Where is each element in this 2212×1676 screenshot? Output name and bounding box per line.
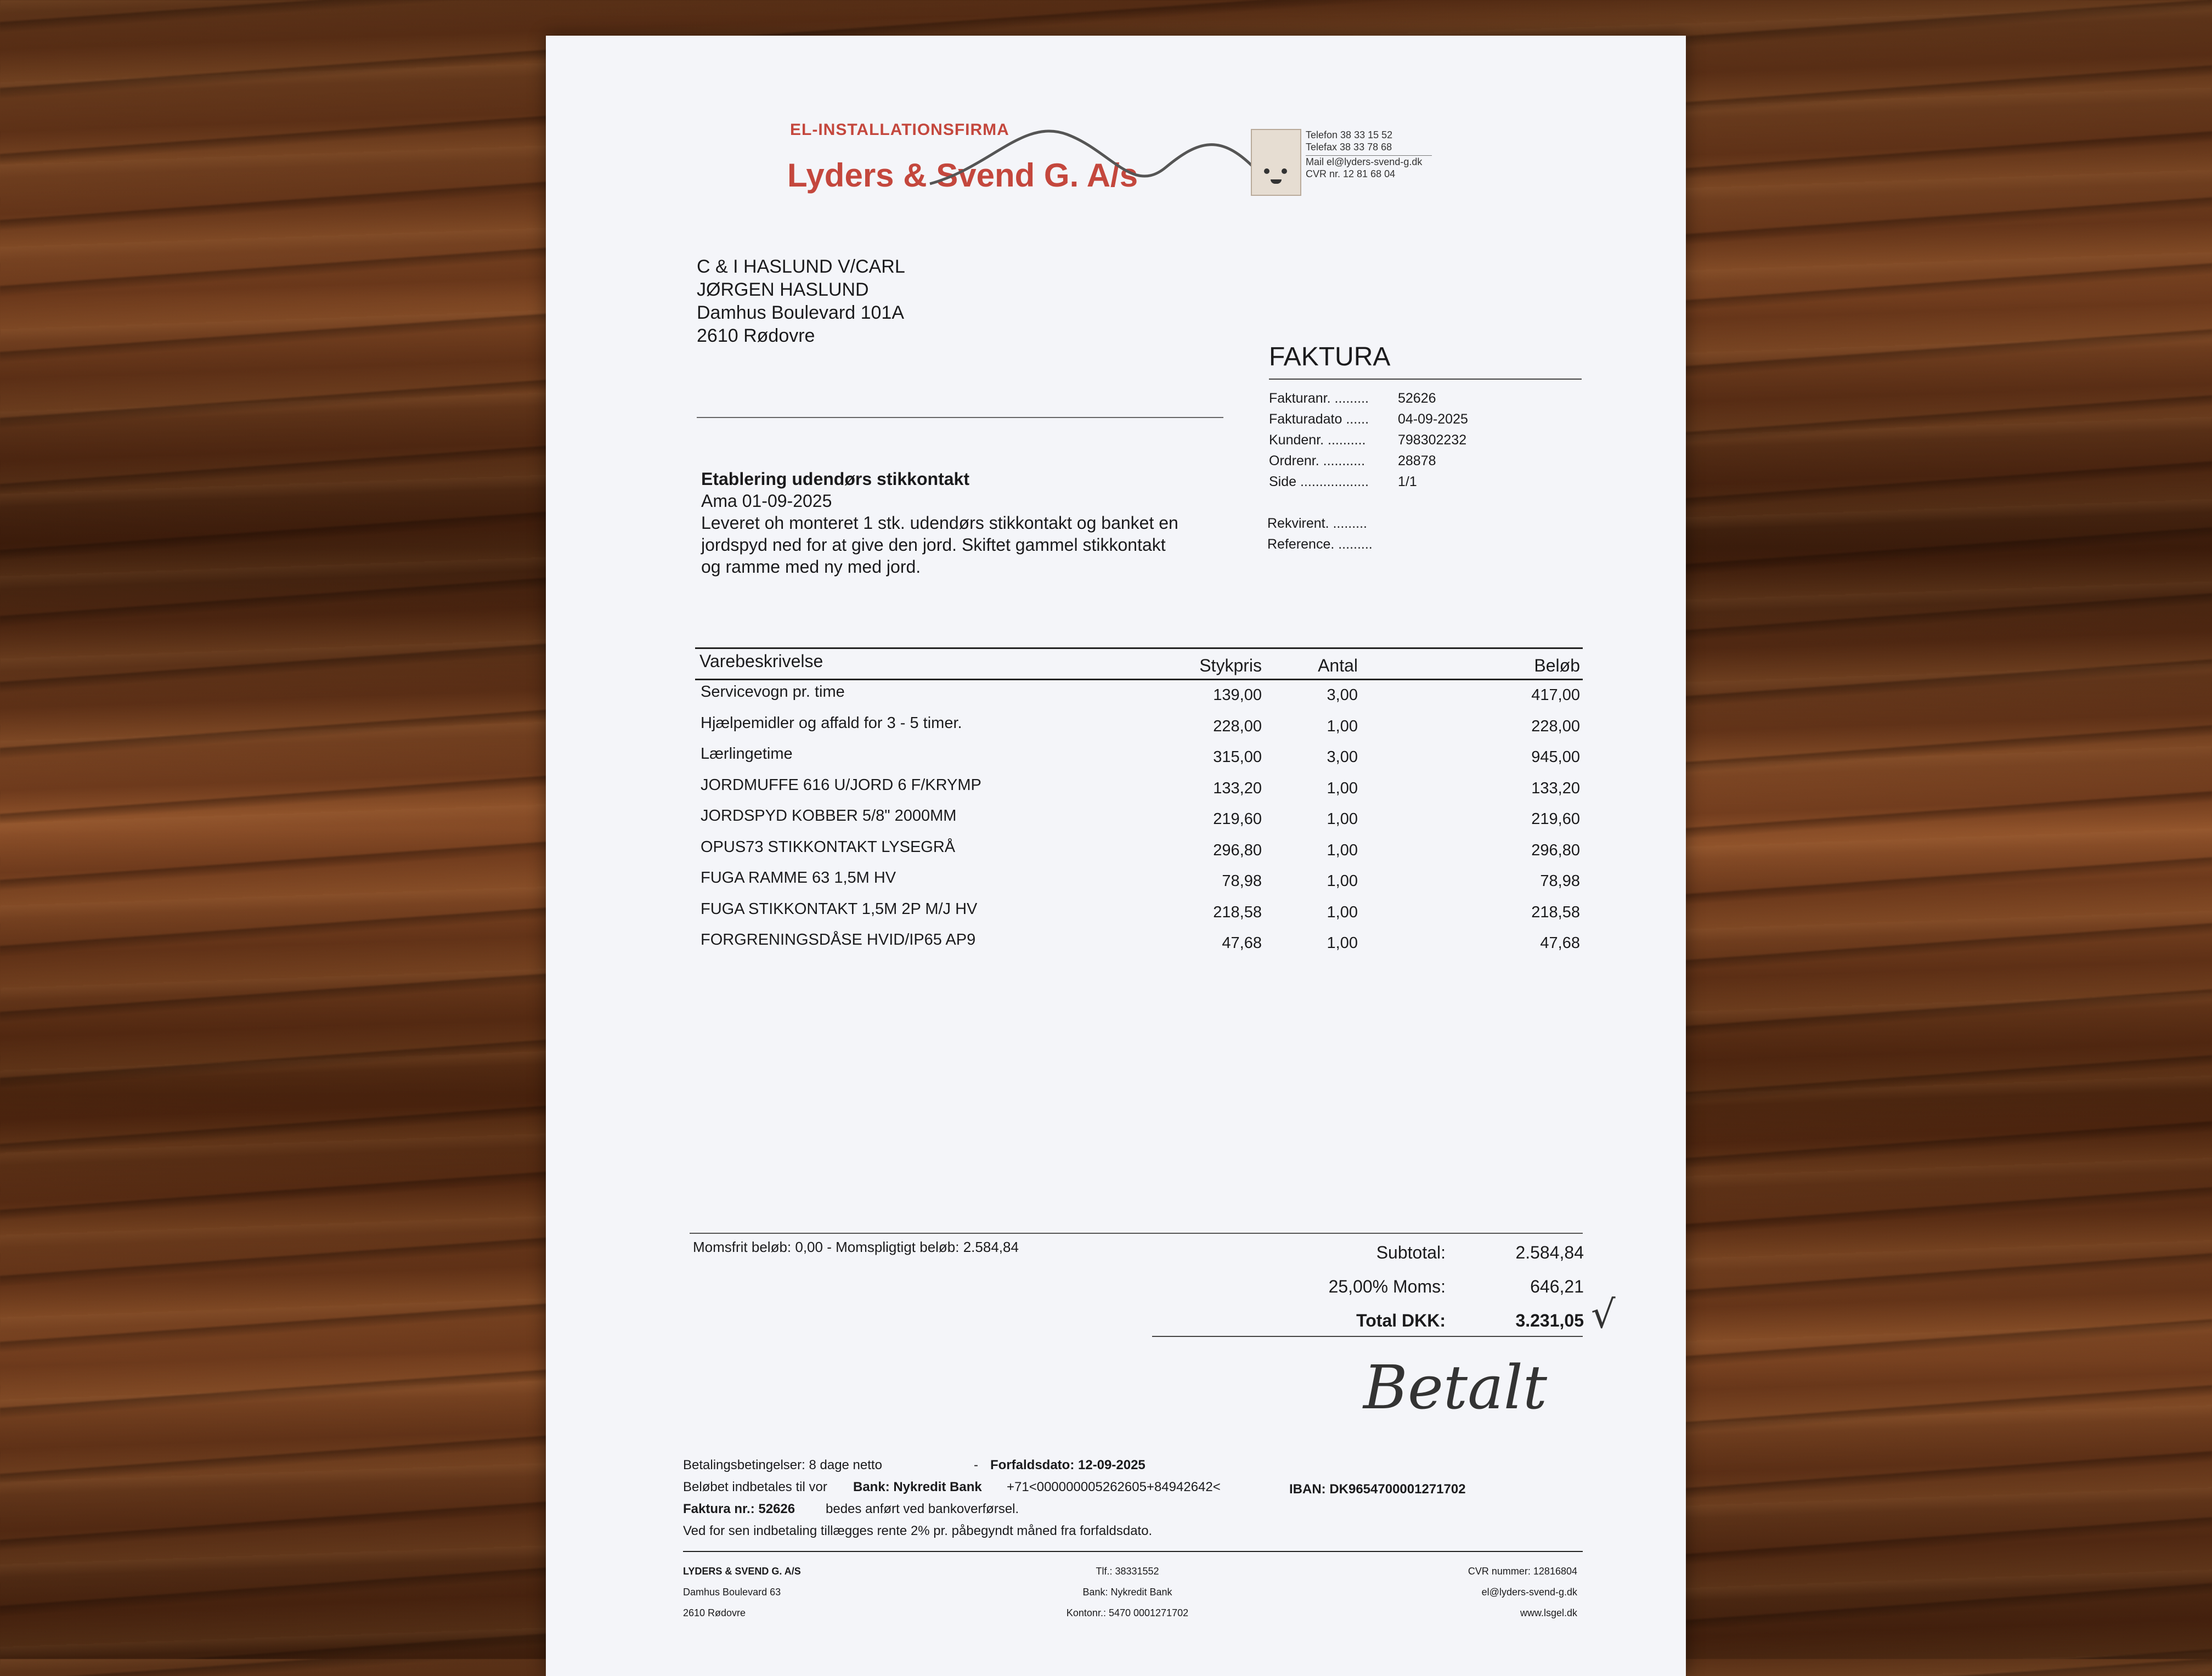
recipient-line: JØRGEN HASLUND [697, 279, 869, 300]
item-amount: 219,60 [1531, 810, 1580, 828]
plug-socket-icon [1251, 129, 1301, 196]
description-heading: Etablering udendørs stikkontakt [701, 469, 969, 489]
invoice-ref-text: bedes anført ved bankoverførsel. [826, 1502, 1019, 1516]
letterhead-subtitle: EL-INSTALLATIONSFIRMA [790, 121, 1009, 139]
col-header-amount: Beløb [1534, 656, 1580, 675]
item-amount: 417,00 [1531, 686, 1580, 704]
contact-phone: Telefon 38 33 15 52 [1306, 129, 1393, 140]
reference-label: Reference. ......... [1267, 537, 1373, 552]
meta-label: Side .................. [1269, 474, 1369, 489]
iban: IBAN: DK9654700001271702 [1289, 1482, 1466, 1497]
item-amount: 296,80 [1531, 841, 1580, 859]
description-line: og ramme med ny med jord. [701, 557, 921, 577]
item-description: FUGA STIKKONTAKT 1,5M 2P M/J HV [701, 900, 978, 918]
description-line: Ama 01-09-2025 [701, 491, 832, 511]
total-rule [1152, 1336, 1583, 1337]
item-unit-price: 218,58 [1213, 903, 1262, 921]
subtotal-value: 2.584,84 [1515, 1243, 1584, 1262]
col-header-quantity: Antal [1318, 656, 1358, 675]
footer-city: 2610 Rødovre [683, 1607, 746, 1618]
table-header-rule [695, 679, 1583, 680]
page-number: 1/1 [1398, 474, 1417, 489]
item-description: Hjælpemidler og affald for 3 - 5 timer. [701, 714, 962, 732]
bank-payment-code: +71<000000005262605+84942642< [1007, 1480, 1221, 1494]
footer-company: LYDERS & SVEND G. A/S [683, 1566, 801, 1577]
meta-label: Fakturadato ...... [1269, 411, 1369, 427]
description-line: Leveret oh monteret 1 stk. udendørs stikkontakt og banket en [701, 513, 1178, 533]
contact-mail: Mail el@lyders-svend-g.dk [1306, 156, 1423, 167]
item-unit-price: 219,60 [1213, 810, 1262, 828]
item-unit-price: 133,20 [1213, 779, 1262, 797]
meta-label: Ordrenr. ........... [1269, 453, 1365, 469]
payment-dash: - [974, 1458, 978, 1472]
bank-prefix: Beløbet indbetales til vor [683, 1480, 827, 1494]
item-description: JORDSPYD KOBBER 5/8" 2000MM [701, 807, 957, 825]
company-logo-text: Lyders & Svend G. A/s [787, 157, 1138, 194]
item-description: Servicevogn pr. time [701, 683, 845, 701]
vat-note: Momsfrit beløb: 0,00 - Momspligtigt beløb: 2.584,84 [693, 1239, 1019, 1255]
invoice-ref-label: Faktura nr.: 52626 [683, 1502, 795, 1516]
vat-value: 646,21 [1530, 1277, 1584, 1296]
payment-terms: Betalingsbetingelser: 8 dage netto [683, 1458, 882, 1472]
recipient-address [697, 255, 905, 347]
footer-phone: Tlf.: 38331552 [1096, 1566, 1159, 1577]
item-quantity: 1,00 [1327, 903, 1358, 921]
contact-cvr: CVR nr. 12 81 68 04 [1306, 168, 1396, 179]
footer-cvr: CVR nummer: 12816804 [1468, 1566, 1577, 1577]
col-header-unit-price: Stykpris [1199, 656, 1262, 675]
footer-rule [683, 1551, 1583, 1552]
invoice-refs [1267, 513, 1373, 555]
item-quantity: 1,00 [1327, 779, 1358, 797]
item-unit-price: 228,00 [1213, 717, 1262, 735]
job-description [701, 468, 1178, 578]
invoice-title: FAKTURA [1269, 342, 1391, 371]
check-mark: √ [1591, 1292, 1616, 1337]
due-date: Forfaldsdato: 12-09-2025 [990, 1458, 1146, 1472]
table-top-rule [695, 647, 1583, 649]
totals-top-rule [690, 1233, 1583, 1234]
bank-name: Bank: Nykredit Bank [853, 1480, 982, 1494]
item-description: FUGA RAMME 63 1,5M HV [701, 869, 896, 887]
letterhead-contact [1306, 129, 1432, 180]
meta-label: Fakturanr. ......... [1269, 391, 1369, 406]
item-unit-price: 139,00 [1213, 686, 1262, 704]
recipient-line: C & I HASLUND V/CARL [697, 256, 905, 277]
item-amount: 133,20 [1531, 779, 1580, 797]
item-quantity: 3,00 [1327, 686, 1358, 704]
item-description: FORGRENINGSDÅSE HVID/IP65 AP9 [701, 931, 976, 949]
col-header-description: Varebeskrivelse [699, 651, 823, 671]
footer-center [1037, 1561, 1218, 1623]
item-unit-price: 78,98 [1222, 872, 1262, 890]
item-description: OPUS73 STIKKONTAKT LYSEGRÅ [701, 838, 956, 856]
requisitioner-label: Rekvirent. ......... [1267, 516, 1367, 531]
footer-left [683, 1561, 801, 1623]
item-amount: 945,00 [1531, 748, 1580, 766]
item-quantity: 1,00 [1327, 934, 1358, 952]
address-divider [697, 417, 1223, 418]
item-unit-price: 315,00 [1213, 748, 1262, 766]
footer-street: Damhus Boulevard 63 [683, 1587, 781, 1598]
item-quantity: 1,00 [1327, 872, 1358, 890]
item-amount: 78,98 [1540, 872, 1580, 890]
recipient-line: Damhus Boulevard 101A [697, 302, 905, 323]
description-line: jordspyd ned for at give den jord. Skiftet gammel stikkontakt [701, 535, 1166, 555]
item-quantity: 1,00 [1327, 717, 1358, 735]
item-amount: 47,68 [1540, 934, 1580, 952]
footer-right [1402, 1561, 1577, 1623]
invoice-meta-values [1398, 388, 1468, 492]
item-description: Lærlingetime [701, 745, 793, 763]
order-number: 28878 [1398, 453, 1436, 469]
total-label: Total DKK: [1356, 1311, 1446, 1330]
recipient-line: 2610 Rødovre [697, 325, 815, 346]
customer-number: 798302232 [1398, 432, 1467, 448]
cord-icon [924, 101, 1265, 211]
title-divider [1269, 379, 1582, 380]
invoice-number: 52626 [1398, 391, 1436, 406]
footer-website: www.lsgel.dk [1520, 1607, 1577, 1618]
item-amount: 218,58 [1531, 903, 1580, 921]
item-quantity: 1,00 [1327, 810, 1358, 828]
item-unit-price: 47,68 [1222, 934, 1262, 952]
interest-note: Ved for sen indbetaling tillægges rente 2% pr. påbegyndt måned fra forfaldsdato. [683, 1523, 1153, 1538]
invoice-paper [546, 36, 1686, 1676]
vat-label: 25,00% Moms: [1328, 1277, 1446, 1296]
item-quantity: 3,00 [1327, 748, 1358, 766]
total-value: 3.231,05 [1515, 1311, 1584, 1330]
handwritten-paid-note: Betalt [1363, 1352, 1548, 1423]
meta-label: Kundenr. .......... [1269, 432, 1366, 448]
item-description: JORDMUFFE 616 U/JORD 6 F/KRYMP [701, 776, 981, 794]
item-quantity: 1,00 [1327, 841, 1358, 859]
footer-account: Kontonr.: 5470 0001271702 [1066, 1607, 1189, 1618]
item-amount: 228,00 [1531, 717, 1580, 735]
subtotal-label: Subtotal: [1376, 1243, 1446, 1262]
item-unit-price: 296,80 [1213, 841, 1262, 859]
invoice-date: 04-09-2025 [1398, 411, 1468, 427]
footer-bank: Bank: Nykredit Bank [1082, 1587, 1172, 1598]
invoice-meta-labels [1269, 388, 1369, 492]
footer-email: el@lyders-svend-g.dk [1481, 1587, 1577, 1598]
contact-fax: Telefax 38 33 78 68 [1306, 142, 1392, 153]
